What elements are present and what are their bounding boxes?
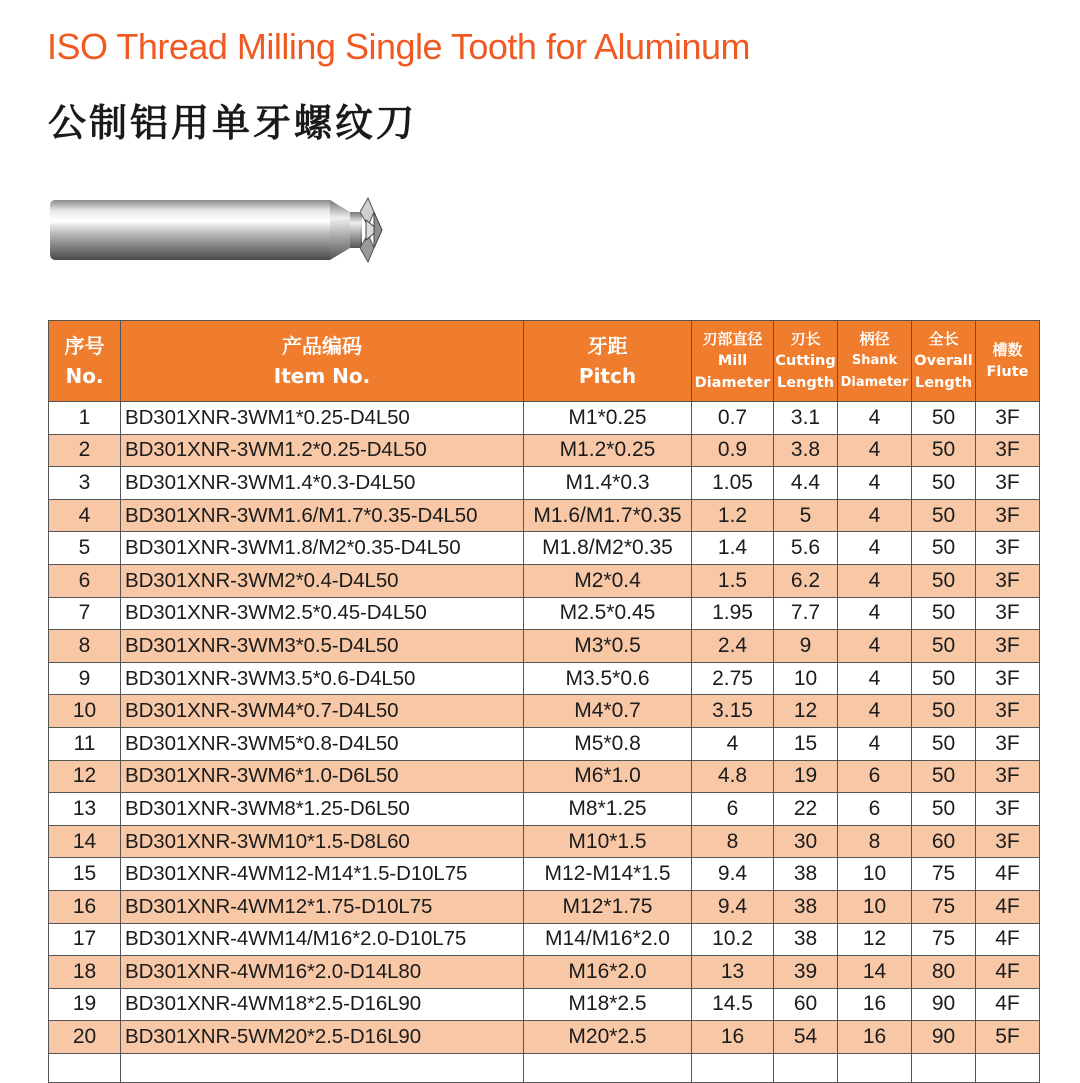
cell-mill-diameter: 4 [692,727,774,760]
cell-mill-diameter: 16 [692,1021,774,1054]
cell-cutting-length: 3.1 [774,402,838,435]
cell-pitch: M12-M14*1.5 [524,858,692,891]
table-row [49,1021,1040,1054]
cell-no: 6 [49,564,121,597]
header-cutting-length: 刃长 Cutting Length [774,321,838,402]
thread-mill-tool-image [50,190,360,270]
cell-overall-length: 50 [912,597,976,630]
table-row [49,793,1040,826]
cell-overall-length: 50 [912,532,976,565]
cell-pitch: M2.5*0.45 [524,597,692,630]
table-row [49,923,1040,956]
cell-overall-length: 50 [912,760,976,793]
title-english: ISO Thread Milling Single Tooth for Aluminum [47,26,751,67]
cell-flute: 4F [976,890,1040,923]
table-row [49,695,1040,728]
table-header-row [49,321,1040,402]
cell-flute: 3F [976,630,1040,663]
cell-pitch: M8*1.25 [524,793,692,826]
cell-shank-diameter: 4 [838,727,912,760]
cell-no: 9 [49,662,121,695]
cell-cutting-length: 10 [774,662,838,695]
cell-no: 19 [49,988,121,1021]
cell-pitch: M3.5*0.6 [524,662,692,695]
table-row [49,988,1040,1021]
cell-cutting-length: 60 [774,988,838,1021]
cell-no: 15 [49,858,121,891]
cell-item-no: BD301XNR-5WM20*2.5-D16L90 [121,1021,524,1054]
table-row [49,727,1040,760]
cell-flute: 5F [976,1021,1040,1054]
cell-flute: 3F [976,499,1040,532]
cell-shank-diameter: 4 [838,434,912,467]
cell-pitch: M4*0.7 [524,695,692,728]
cell-item-no: BD301XNR-4WM18*2.5-D16L90 [121,988,524,1021]
table-row [49,890,1040,923]
cell-no: 8 [49,630,121,663]
cell-no: 7 [49,597,121,630]
cell-shank-diameter: 14 [838,956,912,989]
empty-cell [121,1053,524,1082]
cell-overall-length: 50 [912,662,976,695]
empty-cell [976,1053,1040,1082]
cell-pitch: M1.2*0.25 [524,434,692,467]
cell-mill-diameter: 4.8 [692,760,774,793]
cell-shank-diameter: 4 [838,532,912,565]
cell-pitch: M1.4*0.3 [524,467,692,500]
cell-item-no: BD301XNR-3WM2.5*0.45-D4L50 [121,597,524,630]
cell-flute: 3F [976,727,1040,760]
table-row [49,532,1040,565]
cell-item-no: BD301XNR-3WM1.2*0.25-D4L50 [121,434,524,467]
table-row [49,499,1040,532]
cell-item-no: BD301XNR-4WM16*2.0-D14L80 [121,956,524,989]
table-row-empty [49,1053,1040,1082]
cell-flute: 3F [976,793,1040,826]
cell-item-no: BD301XNR-3WM8*1.25-D6L50 [121,793,524,826]
cell-pitch: M1*0.25 [524,402,692,435]
header-flute: 槽数 Flute [976,321,1040,402]
table-row [49,630,1040,663]
cell-item-no: BD301XNR-3WM1.8/M2*0.35-D4L50 [121,532,524,565]
cell-item-no: BD301XNR-3WM10*1.5-D8L60 [121,825,524,858]
cell-item-no: BD301XNR-3WM6*1.0-D6L50 [121,760,524,793]
cell-cutting-length: 15 [774,727,838,760]
cell-mill-diameter: 10.2 [692,923,774,956]
cell-shank-diameter: 4 [838,597,912,630]
cell-pitch: M14/M16*2.0 [524,923,692,956]
empty-cell [912,1053,976,1082]
cell-shank-diameter: 10 [838,858,912,891]
cell-no: 12 [49,760,121,793]
cell-overall-length: 50 [912,434,976,467]
cell-overall-length: 50 [912,727,976,760]
cell-item-no: BD301XNR-3WM1.4*0.3-D4L50 [121,467,524,500]
cell-no: 1 [49,402,121,435]
cell-shank-diameter: 16 [838,1021,912,1054]
cell-shank-diameter: 16 [838,988,912,1021]
cell-cutting-length: 5.6 [774,532,838,565]
cell-item-no: BD301XNR-3WM1.6/M1.7*0.35-D4L50 [121,499,524,532]
cell-overall-length: 50 [912,499,976,532]
cell-shank-diameter: 6 [838,760,912,793]
cell-overall-length: 50 [912,402,976,435]
cell-mill-diameter: 13 [692,956,774,989]
cell-overall-length: 90 [912,1021,976,1054]
cutter-head-icon [360,190,390,270]
cell-overall-length: 50 [912,630,976,663]
cell-shank-diameter: 6 [838,793,912,826]
cell-flute: 3F [976,760,1040,793]
cell-pitch: M5*0.8 [524,727,692,760]
cell-shank-diameter: 4 [838,564,912,597]
cell-item-no: BD301XNR-3WM5*0.8-D4L50 [121,727,524,760]
cell-pitch: M10*1.5 [524,825,692,858]
cell-shank-diameter: 8 [838,825,912,858]
cell-no: 11 [49,727,121,760]
cell-pitch: M1.6/M1.7*0.35 [524,499,692,532]
cell-overall-length: 50 [912,467,976,500]
cell-mill-diameter: 1.2 [692,499,774,532]
cell-item-no: BD301XNR-4WM14/M16*2.0-D10L75 [121,923,524,956]
table-row [49,564,1040,597]
cell-cutting-length: 6.2 [774,564,838,597]
table-row [49,956,1040,989]
cell-overall-length: 75 [912,923,976,956]
cell-cutting-length: 30 [774,825,838,858]
cell-flute: 3F [976,564,1040,597]
cell-flute: 3F [976,597,1040,630]
cell-cutting-length: 38 [774,858,838,891]
cell-shank-diameter: 4 [838,630,912,663]
cell-mill-diameter: 14.5 [692,988,774,1021]
header-item-no: 产品编码 Item No. [121,321,524,402]
cell-shank-diameter: 4 [838,467,912,500]
cell-shank-diameter: 4 [838,402,912,435]
cell-mill-diameter: 0.7 [692,402,774,435]
cell-no: 2 [49,434,121,467]
cell-cutting-length: 4.4 [774,467,838,500]
header-overall-length: 全长 Overall Length [912,321,976,402]
cell-no: 10 [49,695,121,728]
cell-cutting-length: 19 [774,760,838,793]
cell-mill-diameter: 3.15 [692,695,774,728]
cell-item-no: BD301XNR-3WM2*0.4-D4L50 [121,564,524,597]
cell-mill-diameter: 9.4 [692,890,774,923]
cell-cutting-length: 39 [774,956,838,989]
cell-flute: 4F [976,923,1040,956]
cell-shank-diameter: 4 [838,695,912,728]
table-row [49,858,1040,891]
cell-mill-diameter: 1.05 [692,467,774,500]
cell-flute: 3F [976,532,1040,565]
table-row [49,402,1040,435]
specification-table [48,320,1040,1083]
cell-no: 13 [49,793,121,826]
header-no: 序号 No. [49,321,121,402]
cell-item-no: BD301XNR-4WM12-M14*1.5-D10L75 [121,858,524,891]
cell-flute: 4F [976,956,1040,989]
empty-cell [49,1053,121,1082]
cell-no: 4 [49,499,121,532]
cell-item-no: BD301XNR-4WM12*1.75-D10L75 [121,890,524,923]
cell-pitch: M12*1.75 [524,890,692,923]
cell-shank-diameter: 4 [838,662,912,695]
cell-flute: 3F [976,434,1040,467]
cell-cutting-length: 54 [774,1021,838,1054]
cell-overall-length: 60 [912,825,976,858]
cell-item-no: BD301XNR-3WM3.5*0.6-D4L50 [121,662,524,695]
cell-mill-diameter: 2.75 [692,662,774,695]
cell-overall-length: 90 [912,988,976,1021]
cell-flute: 4F [976,988,1040,1021]
cell-overall-length: 75 [912,858,976,891]
cell-flute: 3F [976,402,1040,435]
header-shank-diameter: 柄径 Shank Diameter [838,321,912,402]
cell-pitch: M16*2.0 [524,956,692,989]
cell-mill-diameter: 6 [692,793,774,826]
empty-cell [692,1053,774,1082]
cell-cutting-length: 7.7 [774,597,838,630]
table-row [49,467,1040,500]
cell-mill-diameter: 2.4 [692,630,774,663]
cell-overall-length: 50 [912,793,976,826]
cell-pitch: M1.8/M2*0.35 [524,532,692,565]
table-row [49,825,1040,858]
cell-cutting-length: 12 [774,695,838,728]
cell-no: 16 [49,890,121,923]
cell-shank-diameter: 12 [838,923,912,956]
cell-pitch: M20*2.5 [524,1021,692,1054]
cell-cutting-length: 5 [774,499,838,532]
table-row [49,434,1040,467]
table-body [49,402,1040,1083]
cell-no: 17 [49,923,121,956]
cell-shank-diameter: 4 [838,499,912,532]
header-mill-diameter: 刃部直径 Mill Diameter [692,321,774,402]
cell-mill-diameter: 0.9 [692,434,774,467]
cell-mill-diameter: 1.5 [692,564,774,597]
cell-overall-length: 80 [912,956,976,989]
cell-mill-diameter: 1.95 [692,597,774,630]
cell-mill-diameter: 1.4 [692,532,774,565]
cell-pitch: M2*0.4 [524,564,692,597]
title-chinese: 公制铝用单牙螺纹刀 [48,101,418,145]
cell-pitch: M18*2.5 [524,988,692,1021]
cell-flute: 3F [976,825,1040,858]
table-row [49,662,1040,695]
cell-cutting-length: 38 [774,890,838,923]
cell-cutting-length: 38 [774,923,838,956]
table-row [49,597,1040,630]
cell-overall-length: 50 [912,695,976,728]
cell-shank-diameter: 10 [838,890,912,923]
cell-no: 14 [49,825,121,858]
cell-flute: 3F [976,662,1040,695]
cell-no: 20 [49,1021,121,1054]
empty-cell [838,1053,912,1082]
cell-cutting-length: 9 [774,630,838,663]
cell-item-no: BD301XNR-3WM1*0.25-D4L50 [121,402,524,435]
cell-no: 18 [49,956,121,989]
empty-cell [774,1053,838,1082]
cell-pitch: M3*0.5 [524,630,692,663]
cell-flute: 3F [976,467,1040,500]
empty-cell [524,1053,692,1082]
cell-no: 5 [49,532,121,565]
cell-no: 3 [49,467,121,500]
cell-pitch: M6*1.0 [524,760,692,793]
cell-flute: 4F [976,858,1040,891]
cell-overall-length: 50 [912,564,976,597]
cell-mill-diameter: 8 [692,825,774,858]
cell-item-no: BD301XNR-3WM3*0.5-D4L50 [121,630,524,663]
cell-cutting-length: 3.8 [774,434,838,467]
cell-cutting-length: 22 [774,793,838,826]
cell-flute: 3F [976,695,1040,728]
table-row [49,760,1040,793]
cell-mill-diameter: 9.4 [692,858,774,891]
cell-overall-length: 75 [912,890,976,923]
header-pitch: 牙距 Pitch [524,321,692,402]
cell-item-no: BD301XNR-3WM4*0.7-D4L50 [121,695,524,728]
